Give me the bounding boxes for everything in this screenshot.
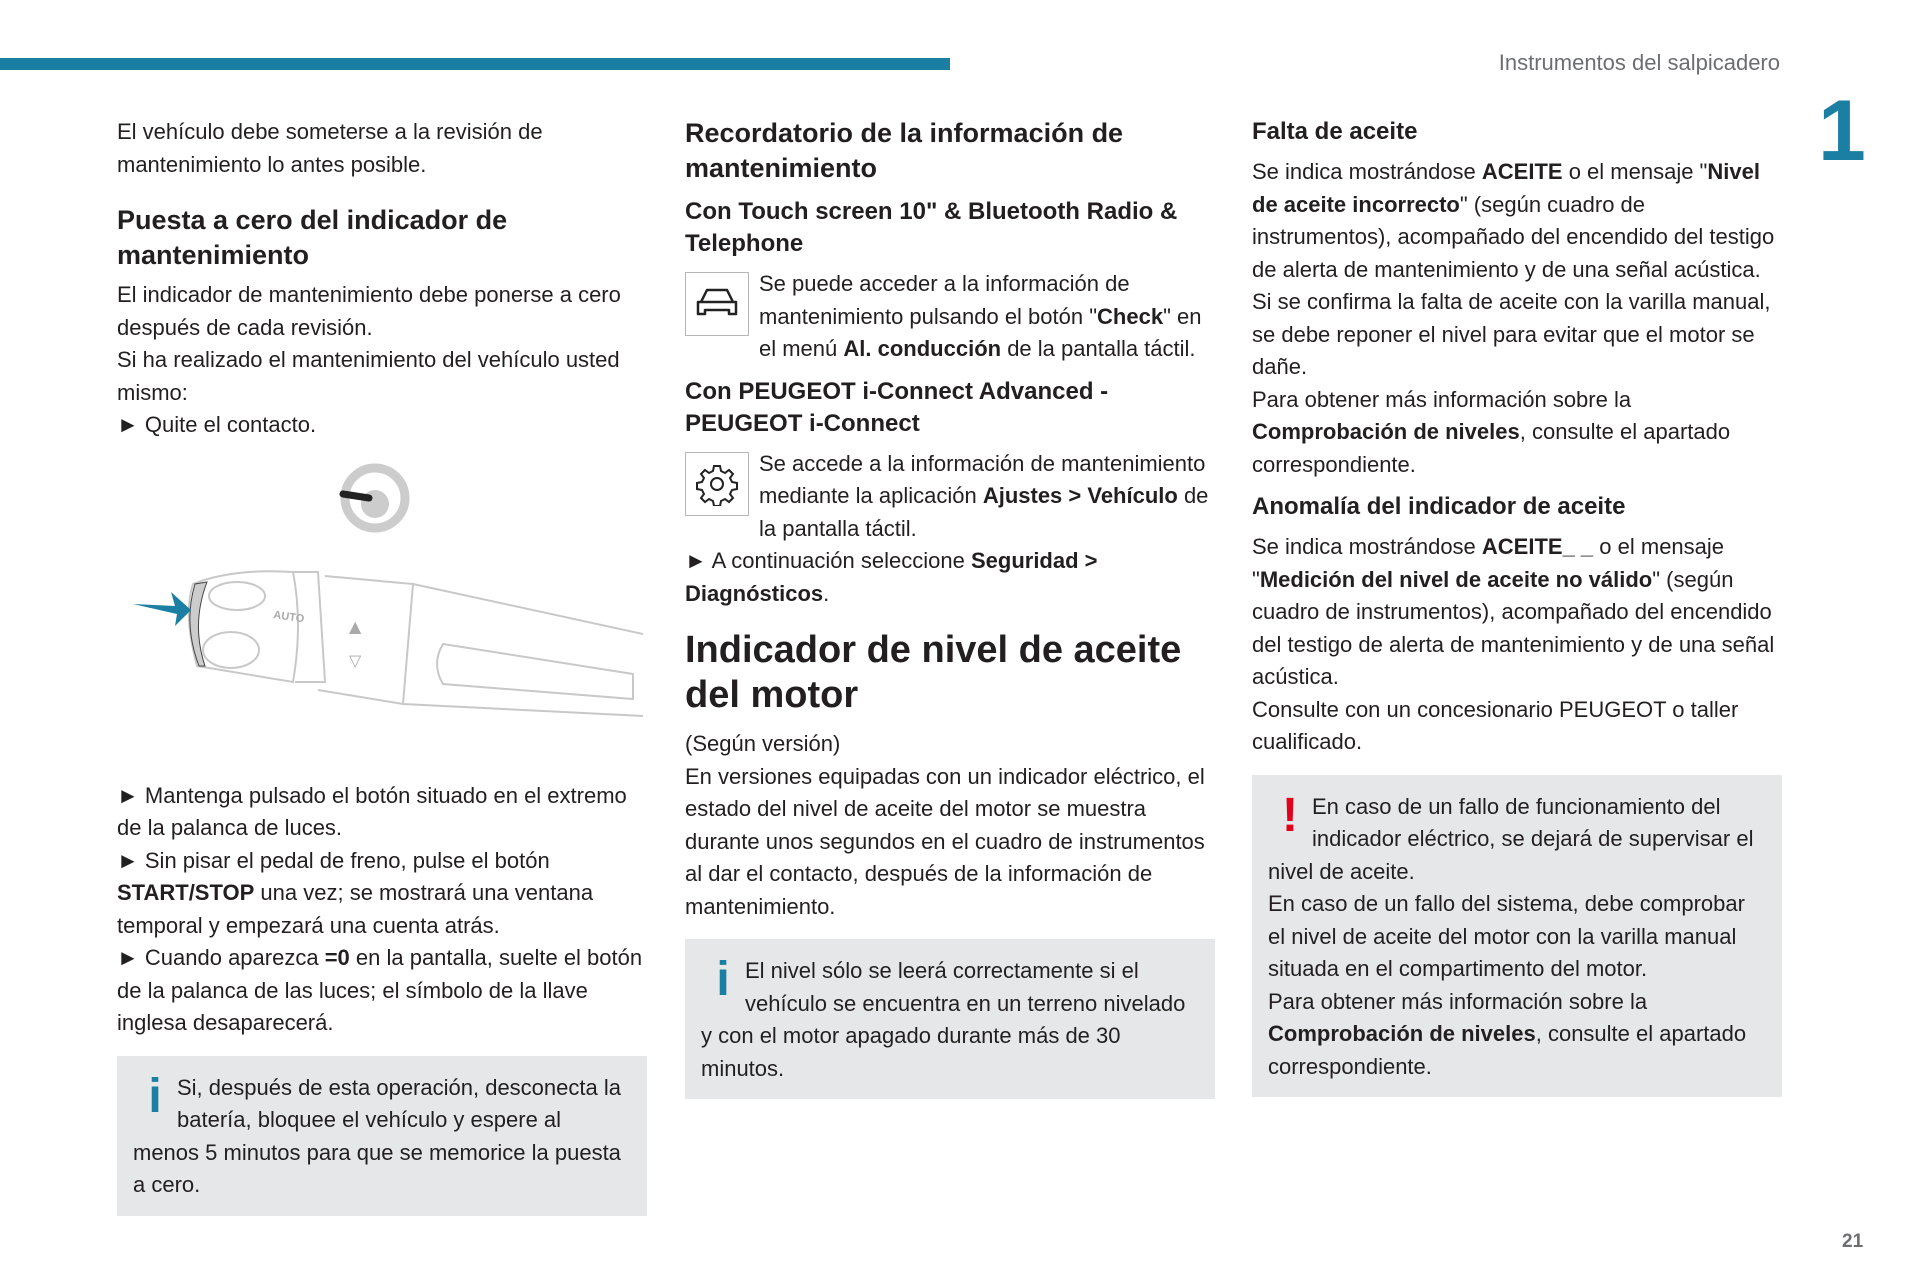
note-text (1268, 986, 1766, 1084)
note-text (133, 1069, 631, 1202)
text: (Según versión) (685, 731, 841, 756)
paragraph (685, 728, 1215, 761)
bold-text: Nivel de aceite incorrecto (1252, 159, 1760, 217)
text: Se indica mostrándose (1252, 159, 1482, 184)
text: Se indica mostrándose (1252, 534, 1482, 559)
note-text (1268, 888, 1766, 986)
svg-text:▽: ▽ (349, 650, 362, 670)
page-number: 21 (1842, 1231, 1864, 1252)
bold-text: ACEITE (1481, 159, 1563, 184)
bold-text: Medición del nivel de aceite no válido (1259, 566, 1653, 592)
text: ► A continuación seleccione (685, 548, 971, 573)
text: Si ha realizado el mantenimiento del vehículo usted mismo: (117, 347, 620, 405)
text: de la pantalla táctil. (1001, 336, 1196, 361)
info-note (685, 939, 1215, 1099)
text: Para obtener más información sobre la (1268, 988, 1648, 1014)
step (117, 409, 647, 442)
warning-note (1252, 775, 1782, 1098)
chapter-color-bar (0, 58, 950, 70)
text: , consulte el apartado correspondiente. (1268, 1021, 1747, 1079)
step (117, 942, 647, 1040)
bold-text: START/STOP (117, 880, 255, 905)
text: . (823, 580, 830, 606)
text: Si se confirma la falta de aceite con la varilla manual, se debe reponer el nivel para evitar que el motor se dañe. (1252, 289, 1771, 379)
text: , consulte el apartado correspondiente. (1252, 419, 1731, 477)
bold-text: =0 (324, 945, 350, 970)
text: Si, después de esta operación, desconecta la batería, bloquee el vehículo y espere al menos 5 minutos para que se memorice la puesta a cero. (133, 1074, 621, 1197)
text: Consulte con un concesionario PEUGEOT o taller cualificado. (1252, 696, 1739, 754)
text: El vehículo debe someterse a la revisión de mantenimiento lo antes posible. (117, 119, 543, 177)
auto-label: AUTO (272, 608, 305, 625)
steering-wheel-icon (343, 468, 405, 528)
text: En caso de un fallo de funcionamiento del indicador eléctrico, se dejará de supervisar el nivel de aceite. (1268, 793, 1754, 884)
info-icon: i (148, 1069, 162, 1123)
paragraph (117, 344, 647, 409)
paragraph (685, 268, 1215, 366)
text: Se puede acceder a la información de mantenimiento pulsando el botón " (759, 271, 1130, 329)
text: ► Cuando aparezca (117, 945, 325, 970)
warning-icon: ! (1282, 788, 1298, 842)
bold-text: ACEITE_ _ (1481, 534, 1594, 559)
heading-reset-maintenance: Puesta a cero del indicador de mantenimiento (117, 205, 508, 270)
text: Se accede a la información de mantenimiento mediante la aplicación (759, 450, 1206, 508)
text: El indicador de mantenimiento debe ponerse a cero después de cada revisión. (117, 282, 621, 340)
step (117, 780, 647, 845)
text: ► Quite el contacto. (117, 412, 317, 437)
subheading-i-connect: Con PEUGEOT i-Connect Advanced - PEUGEOT i-Connect (685, 377, 1109, 437)
heading-oil-level-indicator: Indicador de nivel de aceite del motor (685, 629, 1182, 716)
step (685, 545, 1215, 610)
heading-maintenance-reminder: Recordatorio de la información de mantenimiento (685, 118, 1124, 183)
bold-text: Seguridad > Diagnósticos (685, 548, 1098, 606)
bold-text: Comprobación de niveles (1252, 419, 1520, 444)
note-text (1268, 788, 1766, 889)
heading-oil-indicator-fault: Anomalía del indicador de aceite (1252, 493, 1626, 520)
bold-text: Comprobación de niveles (1268, 1021, 1536, 1046)
paragraph (1252, 694, 1782, 759)
svg-text:▲: ▲ (349, 616, 362, 636)
gear-icon (685, 452, 749, 516)
column-3 (1252, 116, 1782, 1097)
paragraph (1252, 286, 1782, 384)
text: ► Mantenga pulsado el botón situado en el extremo de la palanca de luces. (117, 782, 627, 840)
heading-oil-shortage: Falta de aceite (1252, 118, 1418, 145)
text: " en el menú (759, 303, 1202, 361)
info-icon: i (716, 953, 730, 1006)
text: de la pantalla táctil. (759, 483, 1209, 541)
section-title: Instrumentos del salpicadero (1498, 50, 1780, 75)
subheading-touch-screen: Con Touch screen 10" & Bluetooth Radio & Telephone (685, 198, 1178, 257)
text: " (según cuadro de instrumentos), acompañado del encendido del testigo de alerta de mantenimiento y de una señal acústica. (1252, 566, 1775, 689)
text: o el mensaje " (1562, 159, 1708, 184)
text: una vez; se mostrará una ventana temporal y empezará una cuenta atrás. (117, 880, 594, 938)
intro-text (117, 116, 647, 181)
paragraph (1252, 384, 1782, 482)
text: en la pantalla, suelte el botón de la palanca de las luces; el símbolo de la llave inglesa desaparecerá. (117, 945, 643, 1035)
info-note (117, 1056, 647, 1216)
chapter-number: 1 (1818, 83, 1866, 179)
text: " (según cuadro de instrumentos), acompañado del encendido del testigo de alerta de mantenimiento y de una señal acústica. (1252, 191, 1775, 282)
paragraph (685, 761, 1215, 924)
bold-text: Al. conducción (843, 336, 1002, 361)
step (117, 845, 647, 943)
text: ► Sin pisar el pedal de freno, pulse el botón (117, 847, 550, 873)
text: En caso de un fallo del sistema, debe comprobar el nivel de aceite del motor con la varilla manual situada en el compartimento del motor. (1268, 891, 1745, 981)
note-text (701, 955, 1199, 1085)
text: Para obtener más información sobre la (1252, 386, 1632, 412)
paragraph (117, 279, 647, 344)
paragraph (1252, 156, 1782, 286)
bold-text: Check (1097, 303, 1164, 329)
column-2 (685, 116, 1215, 1099)
column-1 (117, 116, 647, 1216)
paragraph (685, 448, 1215, 546)
bold-text: Ajustes > Vehículo (982, 483, 1178, 508)
text: En versiones equipadas con un indicador eléctrico, el estado del nivel de aceite del motor se muestra durante unos segundos en el cuadro de instrumentos al dar el contacto, después de la información de mantenimiento. (685, 763, 1205, 919)
paragraph (1252, 531, 1782, 694)
lighting-stalk-illustration (113, 454, 647, 772)
text: El nivel sólo se leerá correctamente si el vehículo se encuentra en un terreno nivelado y con el motor apagado durante más de 30 minutos. (701, 958, 1186, 1081)
car-icon (685, 272, 749, 336)
text: o el mensaje " (1252, 534, 1725, 592)
